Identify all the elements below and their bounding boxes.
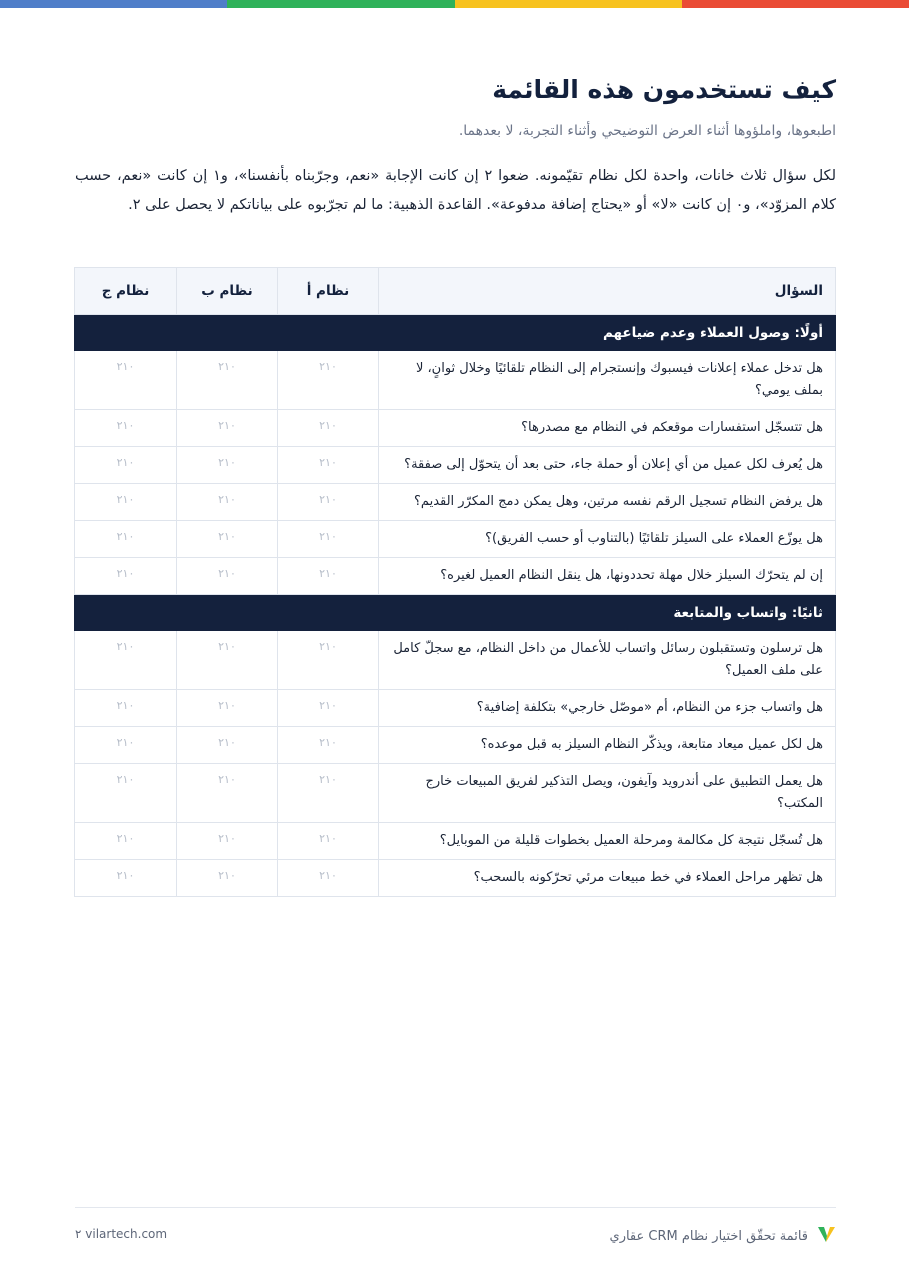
score-cell-system-a[interactable]: ٢١٠ bbox=[278, 823, 379, 860]
table-row bbox=[75, 631, 836, 690]
score-cell-system-b[interactable]: ٢١٠ bbox=[177, 764, 278, 823]
table-row bbox=[75, 764, 836, 823]
score-cell-system-a[interactable]: ٢١٠ bbox=[278, 690, 379, 727]
score-cell-system-b[interactable]: ٢١٠ bbox=[177, 410, 278, 447]
score-cell-system-b[interactable]: ٢١٠ bbox=[177, 521, 278, 558]
question-cell: هل يعمل التطبيق على أندرويد وآيفون، ويصل التذكير لفريق المبيعات خارج المكتب؟ bbox=[379, 764, 836, 823]
checklist-table bbox=[74, 267, 836, 897]
header-system-b: نظام ب bbox=[177, 268, 278, 315]
question-cell: هل واتساب جزء من النظام، أم «موصّل خارجي» بتكلفة إضافية؟ bbox=[379, 690, 836, 727]
question-cell: هل تتسجّل استفسارات موقعكم في النظام مع مصدرها؟ bbox=[379, 410, 836, 447]
section-title: ثانيًا: واتساب والمتابعة bbox=[75, 595, 836, 631]
score-cell-system-c[interactable]: ٢١٠ bbox=[75, 690, 177, 727]
footer-document-name: قائمة تحقّق اختيار نظام CRM عقاري bbox=[609, 1228, 808, 1244]
footer-page-info bbox=[75, 1227, 167, 1241]
score-cell-system-a[interactable]: ٢١٠ bbox=[278, 558, 379, 595]
score-cell-system-c[interactable]: ٢١٠ bbox=[75, 860, 177, 897]
score-cell-system-a[interactable]: ٢١٠ bbox=[278, 764, 379, 823]
bar-segment-blue bbox=[0, 0, 227, 8]
score-cell-system-c[interactable]: ٢١٠ bbox=[75, 764, 177, 823]
bar-segment-yellow bbox=[455, 0, 682, 8]
table-row bbox=[75, 447, 836, 484]
header-system-a: نظام أ bbox=[278, 268, 379, 315]
table-row bbox=[75, 823, 836, 860]
score-cell-system-c[interactable]: ٢١٠ bbox=[75, 410, 177, 447]
question-cell: هل ترسلون وتستقبلون رسائل واتساب للأعمال من داخل النظام، مع سجلّ كامل على ملف العميل؟ bbox=[379, 631, 836, 690]
section-title: أولًا: وصول العملاء وعدم ضياعهم bbox=[75, 315, 836, 351]
page-subtitle: اطبعوها، واملؤوها أثناء العرض التوضيحي وأثناء التجربة، لا بعدهما. bbox=[458, 123, 836, 139]
score-cell-system-c[interactable]: ٢١٠ bbox=[75, 351, 177, 410]
table-row bbox=[75, 351, 836, 410]
score-cell-system-a[interactable]: ٢١٠ bbox=[278, 727, 379, 764]
table-row bbox=[75, 690, 836, 727]
page-title: كيف تستخدمون هذه القائمة bbox=[492, 75, 836, 104]
score-cell-system-b[interactable]: ٢١٠ bbox=[177, 823, 278, 860]
footer-doc-info bbox=[610, 1224, 836, 1248]
bar-segment-green bbox=[227, 0, 454, 8]
brand-logo-icon bbox=[816, 1224, 836, 1248]
score-cell-system-c[interactable]: ٢١٠ bbox=[75, 558, 177, 595]
question-cell: هل تُسجّل نتيجة كل مكالمة ومرحلة العميل بخطوات قليلة من الموبايل؟ bbox=[379, 823, 836, 860]
score-cell-system-c[interactable]: ٢١٠ bbox=[75, 521, 177, 558]
table-row bbox=[75, 521, 836, 558]
score-cell-system-c[interactable]: ٢١٠ bbox=[75, 823, 177, 860]
score-cell-system-a[interactable]: ٢١٠ bbox=[278, 521, 379, 558]
table-row bbox=[75, 860, 836, 897]
table-body bbox=[75, 315, 836, 897]
intro-paragraph: لكل سؤال ثلاث خانات، واحدة لكل نظام تقيّمونه. ضعوا ٢ إن كانت الإجابة «نعم، وجرّبناه بأنفسنا»، و١ إن كانت «نعم، حسب كلام المزوّد»، و٠ إن كانت «لا» أو «يحتاج إضافة مدفوعة». القاعدة الذهبية: ما لم تجرّبوه على بياناتكم لا يحصل على ٢. bbox=[75, 168, 836, 213]
score-cell-system-c[interactable]: ٢١٠ bbox=[75, 631, 177, 690]
question-cell: هل يُعرف لكل عميل من أي إعلان أو حملة جاء، حتى بعد أن يتحوّل إلى صفقة؟ bbox=[379, 447, 836, 484]
question-cell: هل تظهر مراحل العملاء في خط مبيعات مرئي تحرّكونه بالسحب؟ bbox=[379, 860, 836, 897]
score-cell-system-b[interactable]: ٢١٠ bbox=[177, 447, 278, 484]
table-row bbox=[75, 410, 836, 447]
table-row bbox=[75, 727, 836, 764]
table-header-row bbox=[75, 268, 836, 315]
score-cell-system-b[interactable]: ٢١٠ bbox=[177, 631, 278, 690]
footer-page-number: ٢ bbox=[75, 1227, 82, 1241]
score-cell-system-a[interactable]: ٢١٠ bbox=[278, 351, 379, 410]
question-cell: هل تدخل عملاء إعلانات فيسبوك وإنستجرام إلى النظام تلقائيًا وخلال ثوانٍ، لا بملف يومي؟ bbox=[379, 351, 836, 410]
footer-divider bbox=[75, 1207, 836, 1208]
section-row bbox=[75, 315, 836, 351]
footer-site-url: vilartech.com bbox=[85, 1227, 168, 1241]
score-cell-system-a[interactable]: ٢١٠ bbox=[278, 410, 379, 447]
top-color-bar bbox=[0, 0, 909, 8]
section-row bbox=[75, 595, 836, 631]
question-cell: هل لكل عميل ميعاد متابعة، ويذكّر النظام السيلز به قبل موعده؟ bbox=[379, 727, 836, 764]
score-cell-system-c[interactable]: ٢١٠ bbox=[75, 727, 177, 764]
bar-segment-red bbox=[682, 0, 909, 8]
score-cell-system-b[interactable]: ٢١٠ bbox=[177, 727, 278, 764]
question-cell: هل يرفض النظام تسجيل الرقم نفسه مرتين، وهل يمكن دمج المكرّر القديم؟ bbox=[379, 484, 836, 521]
question-cell: هل يوزّع العملاء على السيلز تلقائيًا (بالتناوب أو حسب الفريق)؟ bbox=[379, 521, 836, 558]
score-cell-system-a[interactable]: ٢١٠ bbox=[278, 484, 379, 521]
score-cell-system-b[interactable]: ٢١٠ bbox=[177, 860, 278, 897]
question-cell: إن لم يتحرّك السيلز خلال مهلة تحددونها، هل ينقل النظام العميل لغيره؟ bbox=[379, 558, 836, 595]
score-cell-system-a[interactable]: ٢١٠ bbox=[278, 860, 379, 897]
table-row bbox=[75, 484, 836, 521]
score-cell-system-b[interactable]: ٢١٠ bbox=[177, 558, 278, 595]
score-cell-system-c[interactable]: ٢١٠ bbox=[75, 484, 177, 521]
header-system-c: نظام ج bbox=[75, 268, 177, 315]
header-question: السؤال bbox=[379, 268, 836, 315]
score-cell-system-a[interactable]: ٢١٠ bbox=[278, 631, 379, 690]
score-cell-system-a[interactable]: ٢١٠ bbox=[278, 447, 379, 484]
score-cell-system-c[interactable]: ٢١٠ bbox=[75, 447, 177, 484]
score-cell-system-b[interactable]: ٢١٠ bbox=[177, 484, 278, 521]
score-cell-system-b[interactable]: ٢١٠ bbox=[177, 351, 278, 410]
table-row bbox=[75, 558, 836, 595]
score-cell-system-b[interactable]: ٢١٠ bbox=[177, 690, 278, 727]
